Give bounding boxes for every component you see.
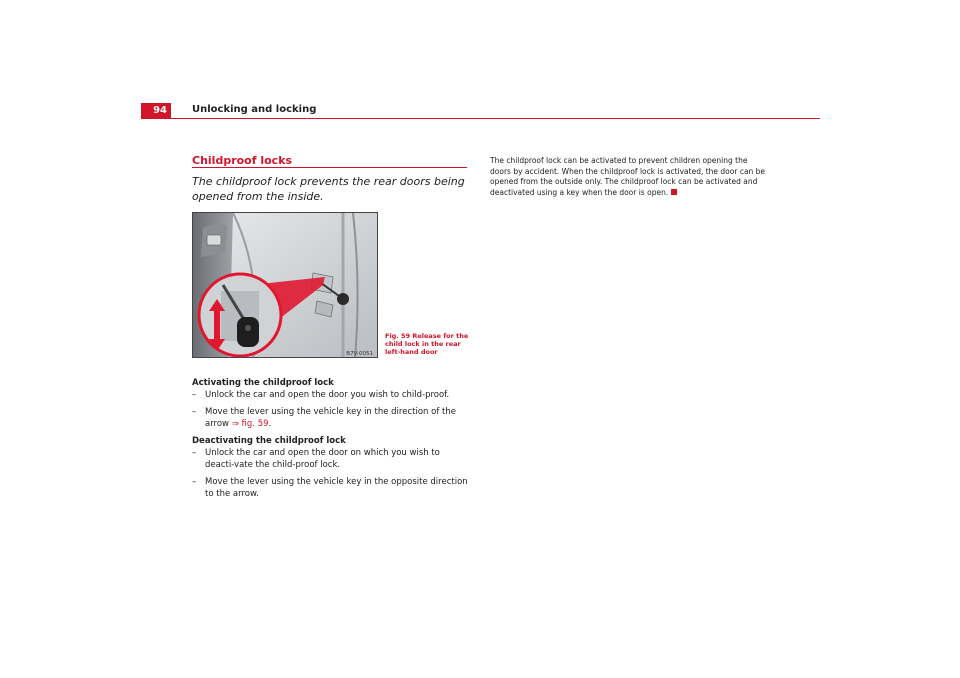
- step-text: Unlock the car and open the door on which you wish to deacti-vate the child-proof lock.: [205, 448, 440, 470]
- activate-step-2: [192, 406, 470, 430]
- deactivate-heading: Deactivating the childproof lock: [192, 436, 346, 446]
- step-text-tail: .: [268, 419, 272, 429]
- chapter-title: Unlocking and locking: [192, 104, 317, 115]
- door-illustration: [193, 213, 378, 358]
- step-dash: –: [192, 390, 197, 400]
- section-title: Childproof locks: [192, 154, 293, 167]
- header-divider: [141, 118, 820, 119]
- section-intro: The childproof lock prevents the rear doors being opened from the inside.: [192, 175, 465, 203]
- figure-reference-link[interactable]: ⇒ fig. 59: [231, 419, 269, 429]
- instructions: [192, 377, 470, 505]
- activate-step-1: [192, 389, 470, 401]
- activate-heading: Activating the childproof lock: [192, 378, 334, 388]
- right-column: [490, 156, 768, 198]
- figure-code: B7V-0051: [346, 351, 373, 357]
- page-number: 94: [141, 103, 171, 118]
- step-dash: –: [192, 407, 197, 417]
- step-text: Move the lever using the vehicle key in the direction of the arrow: [205, 407, 456, 429]
- step-text: Move the lever using the vehicle key in the opposite direction to the arrow.: [205, 477, 468, 499]
- section-end-icon: [671, 189, 677, 195]
- step-dash: –: [192, 448, 197, 458]
- step-dash: –: [192, 477, 197, 487]
- step-text: Unlock the car and open the door you wish to child-proof.: [205, 390, 450, 400]
- figure-child-lock: [192, 212, 378, 358]
- figure-caption: Fig. 59 Release for the child lock in the rear left-hand door: [385, 332, 469, 356]
- deactivate-step-1: [192, 447, 470, 471]
- section-divider: [192, 167, 467, 168]
- right-paragraph: The childproof lock can be activated to prevent children opening the doors by accident. When the childproof lock is activated, the door can be opened from the outside only. The childproof lock can be activated and deactivated using a key when the door is open.: [490, 156, 766, 197]
- deactivate-step-2: [192, 476, 470, 500]
